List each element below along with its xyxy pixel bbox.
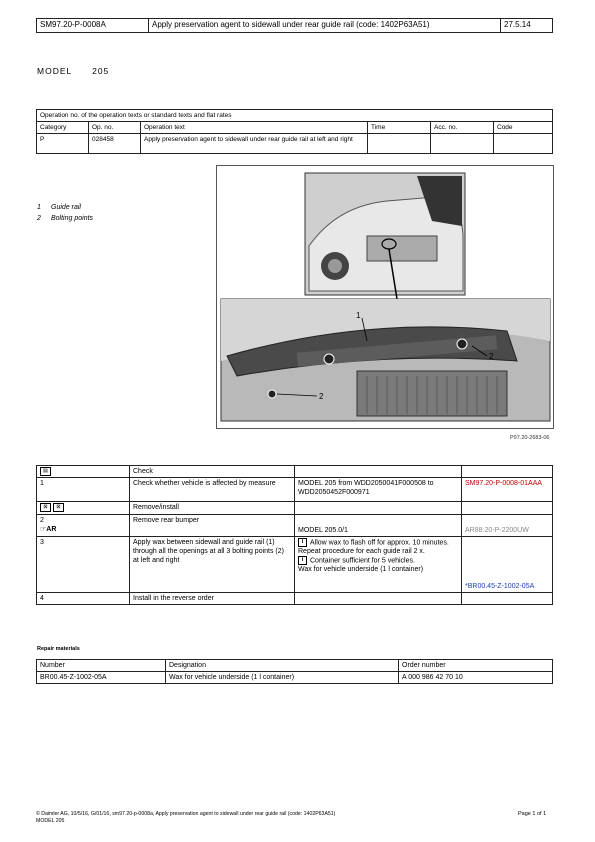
ops-header: Code [494,122,553,134]
remove-install-icons [37,502,130,514]
check-icon: ▤ [40,467,51,476]
footer-model: MODEL 205 [36,818,65,824]
ops-cell: 028458 [89,134,141,154]
doc-title: Apply preservation agent to sidewall under rear guide rail (code: 1402P63A51) [149,19,501,33]
ops-header: Op. no. [89,122,141,134]
pointing-hand-icon: ☞ [40,525,47,533]
step-number: 4 [37,592,130,604]
step-number: 1 [37,478,130,502]
vehicle-illustration [216,165,554,429]
check-header-icon-cell [37,466,130,478]
footer-copyright: © Daimler AG, 10/5/16, G/01/16, sm97.20-p-0008a, Apply preservation agent to sidewall under rear guide rail (code: 1402P63A51) [36,811,336,817]
callout-1: 1 [356,311,361,320]
model-label: MODEL [37,66,72,76]
model-value: 205 [92,66,110,76]
info-icon: i [298,556,307,565]
procedure-table [36,465,553,605]
ops-header: Category [37,122,89,134]
ops-cell: Apply preservation agent to sidewall under rear guide rail at left and right [141,134,368,154]
ops-header: Acc. no. [431,122,494,134]
repair-materials-table [36,659,553,684]
legend-item: 1 Guide rail [37,204,81,211]
ops-cell [431,134,494,154]
legend-item: 2 Bolting points [37,215,94,222]
note-line: i Container sufficient for 5 vehicles. [298,556,458,565]
repair-cell: BR00.45-Z-1002-05A [37,672,166,684]
operations-table [36,109,553,154]
check-header-label: Check [130,466,295,478]
page-number: Page 1 of 1 [518,811,547,817]
doc-date: 27.5.14 [501,19,553,33]
step-reference-link[interactable]: *BR00.45-Z-1002-05A [462,536,553,592]
install-icon: ⊠ [53,503,64,512]
note-line: i Allow wax to flash off for approx. 10 minutes. Repeat procedure for each guide rail 2 x. [298,538,449,556]
repair-cell: Wax for vehicle underside (1 l container) [166,672,399,684]
remove-icon: ⊠ [40,503,51,512]
step-reference-link[interactable]: AR88.20-P-2200UW [462,514,553,536]
note-line: Wax for vehicle underside (1 l container) [298,566,424,574]
repair-header: Number [37,660,166,672]
info-icon: i [298,538,307,547]
figure-caption: P97.20-2683-06 [510,435,550,441]
ops-header: Operation text [141,122,368,134]
section-label: Remove/install [130,502,295,514]
step-info: MODEL 205.0/1 [295,514,462,536]
step-sub-label: ☞AR [40,525,57,533]
step-number: 3 [37,536,130,592]
ops-header: Time [368,122,431,134]
page-footer [36,811,476,825]
repair-header: Order number [399,660,553,672]
ops-cell [368,134,431,154]
ops-cell: P [37,134,89,154]
step-number: 2 [40,516,44,524]
ops-cell [494,134,553,154]
repair-materials-title: Repair materials [37,646,80,652]
operations-caption: Operation no. of the operation texts or standard texts and flat rates [37,110,553,122]
model-line [37,66,109,76]
step-text: Install in the reverse order [130,592,295,604]
doc-id: SM97.20-P-0008A [37,19,149,33]
repair-header: Designation [166,660,399,672]
callout-2: 2 [489,352,494,361]
step-reference-link[interactable]: SM97.20-P-0008-01AAA [462,478,553,502]
repair-cell: A 000 986 42 70 10 [399,672,553,684]
callout-2: 2 [319,392,324,401]
step-info: MODEL 205 from WDD2050041F000508 to WDD2050452F000971 [295,478,462,502]
step-text: Remove rear bumper [130,514,295,536]
step-text: Apply wax between sidewall and guide rail (1) through all the openings at all 3 bolting points (2) at left and right [130,536,295,592]
step-number-cell [37,514,130,536]
step-info [295,536,462,592]
figure-legend [37,202,93,224]
document-header [36,18,553,33]
step-text: Check whether vehicle is affected by measure [130,478,295,502]
